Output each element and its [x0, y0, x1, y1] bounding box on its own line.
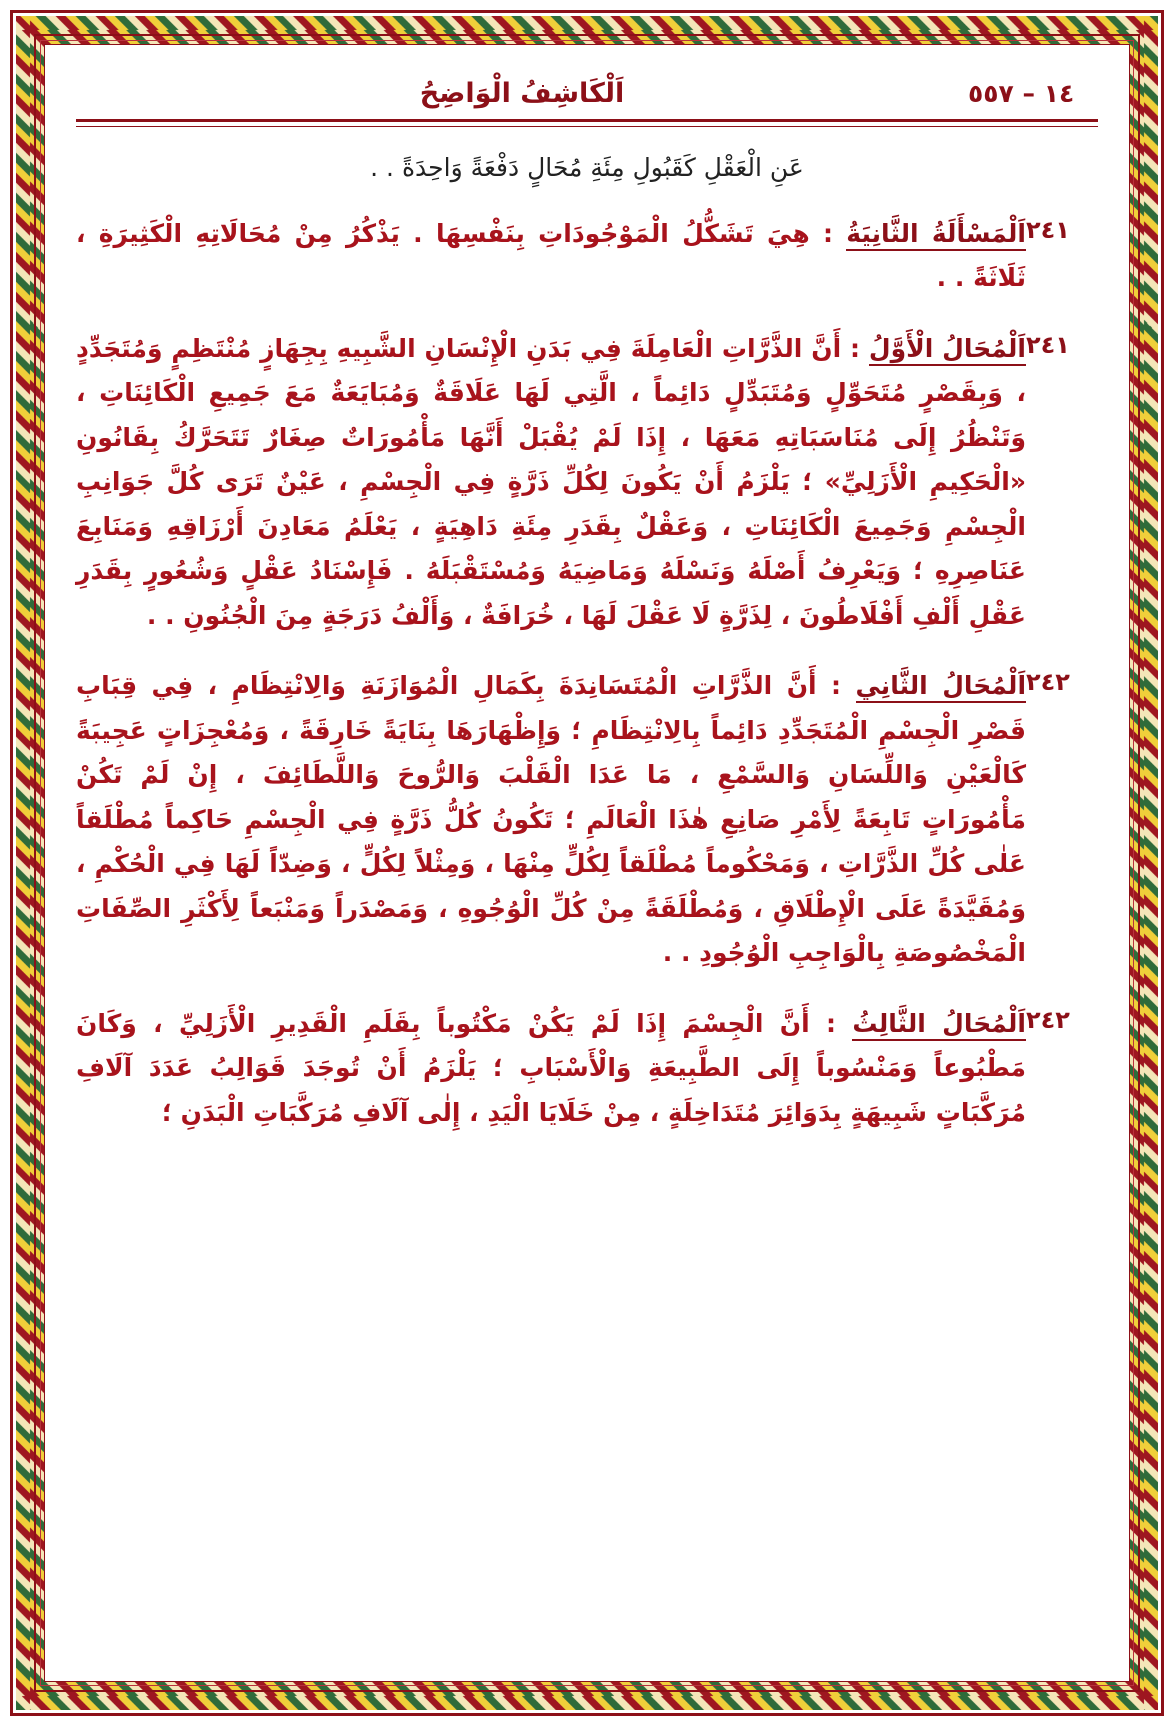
paragraph-lead: اَلْمُحَالُ الثَّانِي — [856, 671, 1027, 703]
header-divider-thin — [76, 126, 1098, 127]
paragraph-number: ٢٤١ — [1026, 330, 1070, 359]
header-divider-thick — [76, 119, 1098, 122]
paragraph-text — [76, 327, 1026, 639]
paragraph-lead: اَلْمُحَالُ الْأَوَّلُ — [869, 334, 1026, 366]
paragraph-block — [76, 664, 1098, 976]
page-header — [76, 78, 1098, 109]
paragraph-lead: اَلْمُحَالُ الثَّالِثُ — [852, 1009, 1026, 1041]
paragraph-text — [76, 212, 1026, 301]
paragraph-number: ٢٤٢ — [1026, 668, 1070, 696]
page-content — [58, 56, 1116, 1670]
paragraph-block — [76, 212, 1098, 301]
page-body — [76, 147, 1098, 1135]
paragraph-body: : أَنَّ الذَّرَّاتِ الْمُتَسَانِدَةَ بِكَمَالِ الْمُوَازَنَةِ وَالِانْتِظَامِ ، فِي قِبَابِ قَصْرِ الْجِسْمِ الْمُتَجَدِّدِ دَائِماً بِالِانْتِظَامِ ؛ وَإِظْهَارَهَا بِنَايَةً خَارِقَةً ، وَمُعْجِزَاتٍ عَجِيبَةً كَالْعَيْنِ وَاللِّسَانِ وَالسَّمْعِ ، مَا عَدَا الْقَلْبَ وَالرُّوحَ وَاللَّطَائِفَ ، إِنْ لَمْ تَكُنْ مَأْمُورَاتٍ تَابِعَةً لِأَمْرِ صَانِعِ هٰذَا الْعَالَمِ ؛ تَكُونُ كُلُّ ذَرَّةٍ فِي الْجِسْمِ حَاكِماً مُطْلَقاً عَلٰى كُلِّ الذَّرَّاتِ ، وَمَحْكُوماً مُطْلَقاً لِكُلٍّ مِنْهَا ، وَمِثْلاً لِكُلٍّ ، وَضِدّاً لَهَا فِي الْحُكْمِ ، وَمُقَيَّدَةً عَلَى الْإِطْلَاقِ ، وَمُطْلَقَةً مِنْ كُلِّ الْوُجُوهِ ، وَمَصْدَراً وَمَنْبَعاً لِأَكْثَرِ الصِّفَاتِ الْمَخْصُوصَةِ بِالْوَاجِبِ الْوُجُودِ . . — [76, 671, 1026, 967]
paragraph-number: ٢٤١ — [1026, 215, 1070, 244]
paragraph-lead: اَلْمَسْأَلَةُ الثَّانِيَةُ — [846, 219, 1026, 251]
paragraph-body: : أَنَّ الْجِسْمَ إِذَا لَمْ يَكُنْ مَكْتُوباً بِقَلَمِ الْقَدِيرِ الْأَزَلِيِّ ، وَكَانَ مَطْبُوعاً وَمَنْسُوباً إِلَى الطَّبِيعَةِ وَالْأَسْبَابِ ؛ يَلْزَمُ أَنْ تُوجَدَ قَوَالِبُ عَدَدَ آلَافِ مُرَكَّبَاتٍ شَبِيهَةٍ بِدَوَائِرَ مُتَدَاخِلَةٍ ، مِنْ خَلَايَا الْيَدِ ، إِلٰى آلَافِ مُرَكَّبَاتِ الْبَدَنِ ؛ — [76, 1008, 1026, 1127]
paragraph-text — [76, 1002, 1026, 1136]
paragraph-number: ٢٤٢ — [1026, 1005, 1070, 1034]
paragraph-body: : هِيَ تَشَكُّلُ الْمَوْجُودَاتِ بِنَفْسِهَا . يَذْكُرُ مِنْ مُحَالَاتِهِ الْكَثِيرَةِ ، ثَلَاثَةً . . — [76, 218, 1026, 292]
paragraph-block — [76, 1002, 1098, 1136]
book-title: اَلْكَاشِفُ الْوَاضِحُ — [419, 78, 625, 109]
paragraph-body: : أَنَّ الذَّرَّاتِ الْعَامِلَةَ فِي بَدَنِ الْإِنْسَانِ الشَّبِيهِ بِجِهَازٍ مُنْتَظِمٍ وَمُتَجَدِّدٍ ، وَبِقَصْرٍ مُتَحَوِّلٍ وَمُتَبَدِّلٍ دَائِماً ، الَّتِي لَهَا عَلَاقَةٌ وَمُبَايَعَةٌ مَعَ جَمِيعِ الْكَائِنَاتِ ، وَتَنْظُرُ إِلَى مُنَاسَبَاتِهِ مَعَهَا ، إِذَا لَمْ يُقْبَلْ أَنَّهَا مَأْمُورَاتٌ صِغَارٌ تَتَحَرَّكُ بِقَانُونِ «الْحَكِيمِ الْأَزَلِيِّ» ؛ يَلْزَمُ أَنْ يَكُونَ لِكُلِّ ذَرَّةٍ فِي الْجِسْمِ ، عَيْنٌ تَرَى كُلَّ جَوَانِبِ الْجِسْمِ وَجَمِيعَ الْكَائِنَاتِ ، وَعَقْلٌ بِقَدَرِ مِئَةِ دَاهِيَةٍ ، يَعْلَمُ مَعَادِنَ أَرْزَاقِهِ وَمَنَابِعَ عَنَاصِرِهِ ؛ وَيَعْرِفُ أَصْلَهُ وَنَسْلَهُ وَمَاضِيَهُ وَمُسْتَقْبَلَهُ . فَإِسْنَادُ عَقْلٍ وَشُعُورٍ بِقَدَرِ عَقْلِ أَلْفِ أَفْلَاطُونَ ، لِذَرَّةٍ لَا عَقْلَ لَهَا ، خُرَافَةٌ ، وَأَلْفُ دَرَجَةٍ مِنَ الْجُنُونِ . . — [76, 333, 1026, 630]
intro-line: عَنِ الْعَقْلِ كَقَبُولِ مِئَةِ مُحَالٍ دَفْعَةً وَاحِدَةً . . — [370, 153, 804, 182]
page-reference: ١٤ – ٥٥٧ — [968, 79, 1075, 108]
paragraph-block — [76, 327, 1098, 639]
paragraph-text — [76, 664, 1026, 976]
